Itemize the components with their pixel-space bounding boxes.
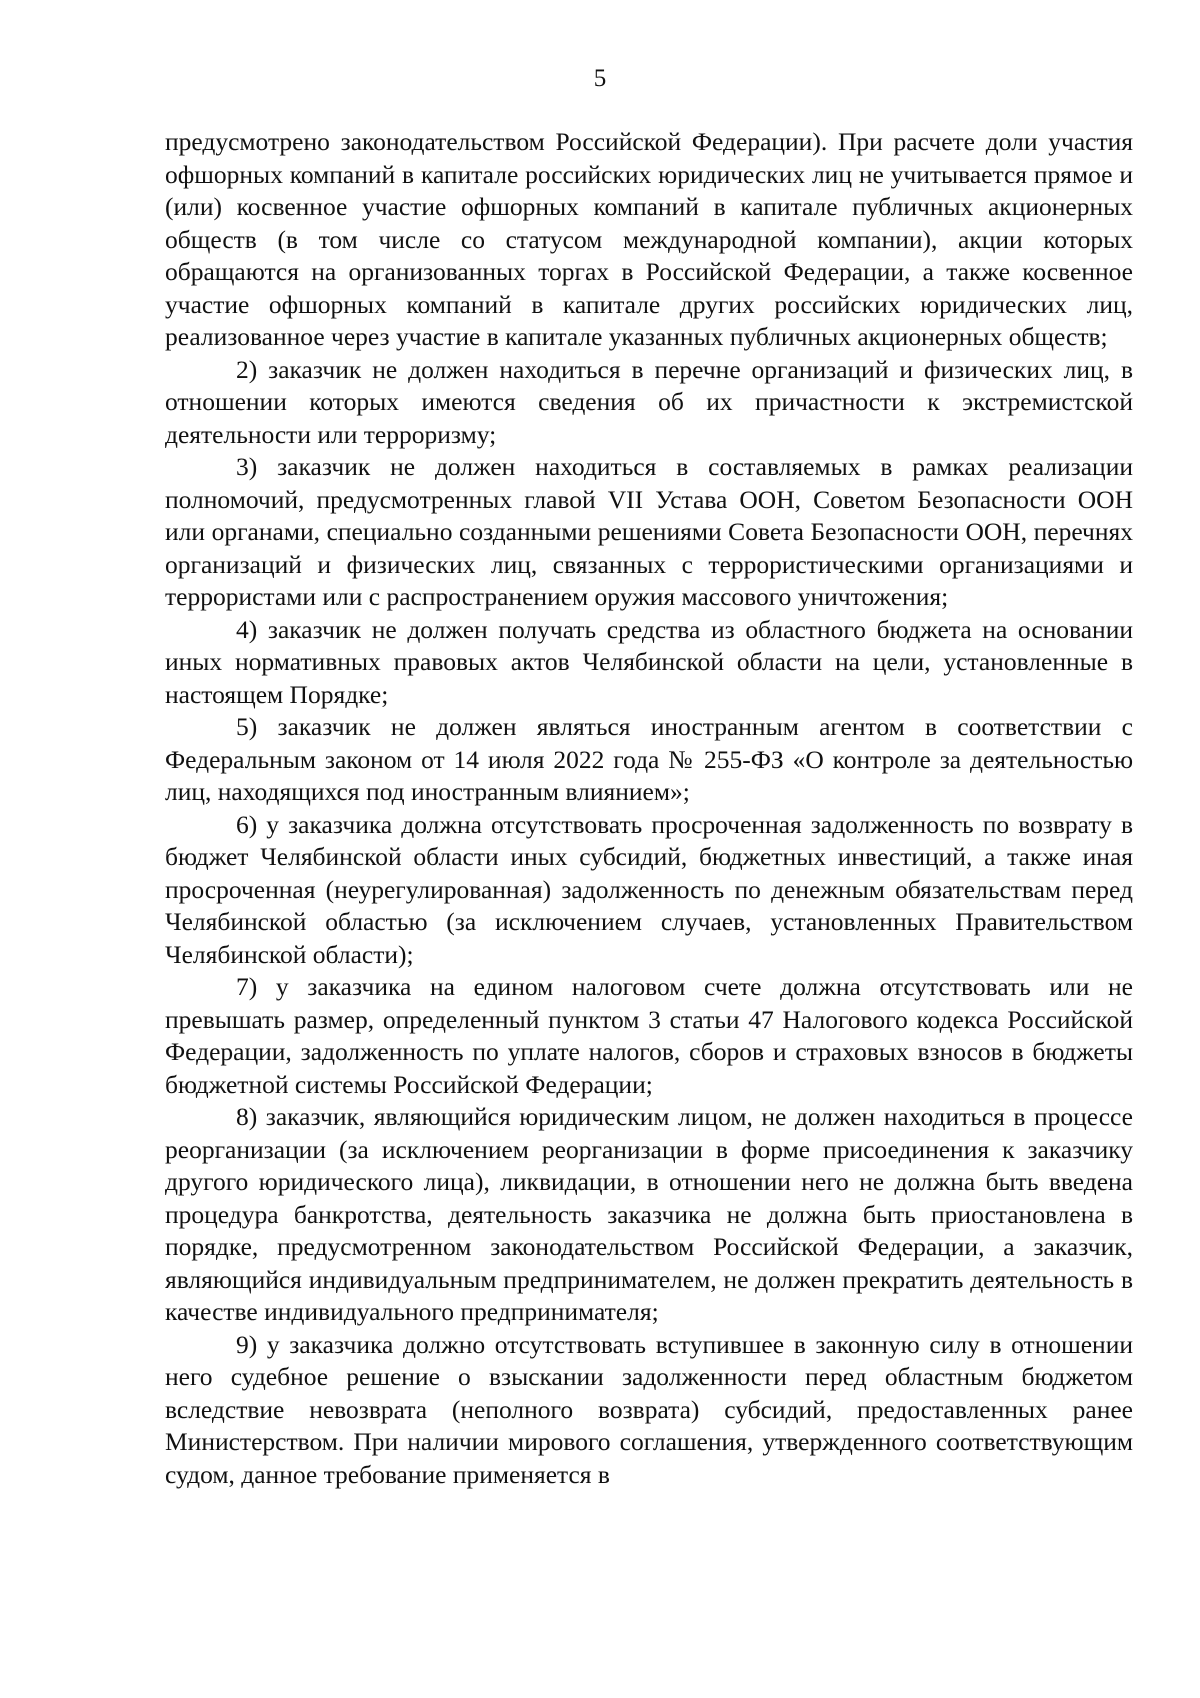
paragraph-item-6: 6) у заказчика должна отсутствовать просроченная задолженность по возврату в бюджет Челябинской области иных субсидий, бюджетных инвестиций, а также иная просроченная (неурегулированная) задолженность по денежным обязательствам перед Челябинской областью (за исключением случаев, установленных Правительством Челябинской области); xyxy=(165,809,1133,969)
paragraph-continuation: предусмотрено законодательством Российской Федерации). При расчете доли участия офшорных компаний в капитале российских юридических лиц не учитывается прямое и (или) косвенное участие офшорных компаний в капитале публичных акционерных обществ (в том числе со статусом международной компании), акции которых обращаются на организованных торгах в Российской Федерации, а также косвенное участие офшорных компаний в капитале других российских юридических лиц, реализованное через участие в капитале указанных публичных акционерных обществ; xyxy=(165,127,1133,351)
paragraph-item-9: 9) у заказчика должно отсутствовать вступившее в законную силу в отношении него судебное решение о взыскании задолженности перед областным бюджетом вследствие невозврата (неполного возврата) субсидий, предоставленных ранее Министерством. При наличии мирового соглашения, утвержденного соответствующим судом, данное требование применяется в xyxy=(165,1329,1133,1489)
paragraph-item-8: 8) заказчик, являющийся юридическим лицом, не должен находиться в процессе реорганизации (за исключением реорганизации в форме присоединения к заказчику другого юридического лица), ликвидации, в отношении него не должна быть введена процедура банкротства, деятельность заказчика не должна быть приостановлена в порядке, предусмотренном законодательством Российской Федерации, а заказчик, являющийся индивидуальным предпринимателем, не должен прекратить деятельность в качестве индивидуального предпринимателя; xyxy=(165,1102,1133,1326)
paragraph-item-4: 4) заказчик не должен получать средства из областного бюджета на основании иных нормативных правовых актов Челябинской области на цели, установленные в настоящем Порядке; xyxy=(165,614,1133,709)
page-number: 5 xyxy=(593,65,607,92)
paragraph-item-3: 3) заказчик не должен находиться в составляемых в рамках реализации полномочий, предусмотренных главой VII Устава ООН, Советом Безопасности ООН или органами, специально созданными решениями Совета Безопасности ООН, перечнях организаций и физических лиц, связанных с террористическими организациями и террористами или с распространением оружия массового уничтожения; xyxy=(165,452,1133,611)
paragraph-item-7: 7) у заказчика на едином налоговом счете должна отсутствовать или не превышать размер, определенный пунктом 3 статьи 47 Налогового кодекса Российской Федерации, задолженность по уплате налогов, сборов и страховых взносов в бюджеты бюджетной системы Российской Федерации; xyxy=(165,972,1133,1099)
paragraph-item-2: 2) заказчик не должен находиться в перечне организаций и физических лиц, в отношении которых имеются сведения об их причастности к экстремистской деятельности или терроризму; xyxy=(165,354,1133,449)
paragraph-item-5: 5) заказчик не должен являться иностранным агентом в соответствии с Федеральным законом от 14 июля 2022 года № 255-ФЗ «О контроле за деятельностью лиц, находящихся под иностранным влиянием»; xyxy=(165,712,1133,806)
document-body xyxy=(165,126,1133,1491)
